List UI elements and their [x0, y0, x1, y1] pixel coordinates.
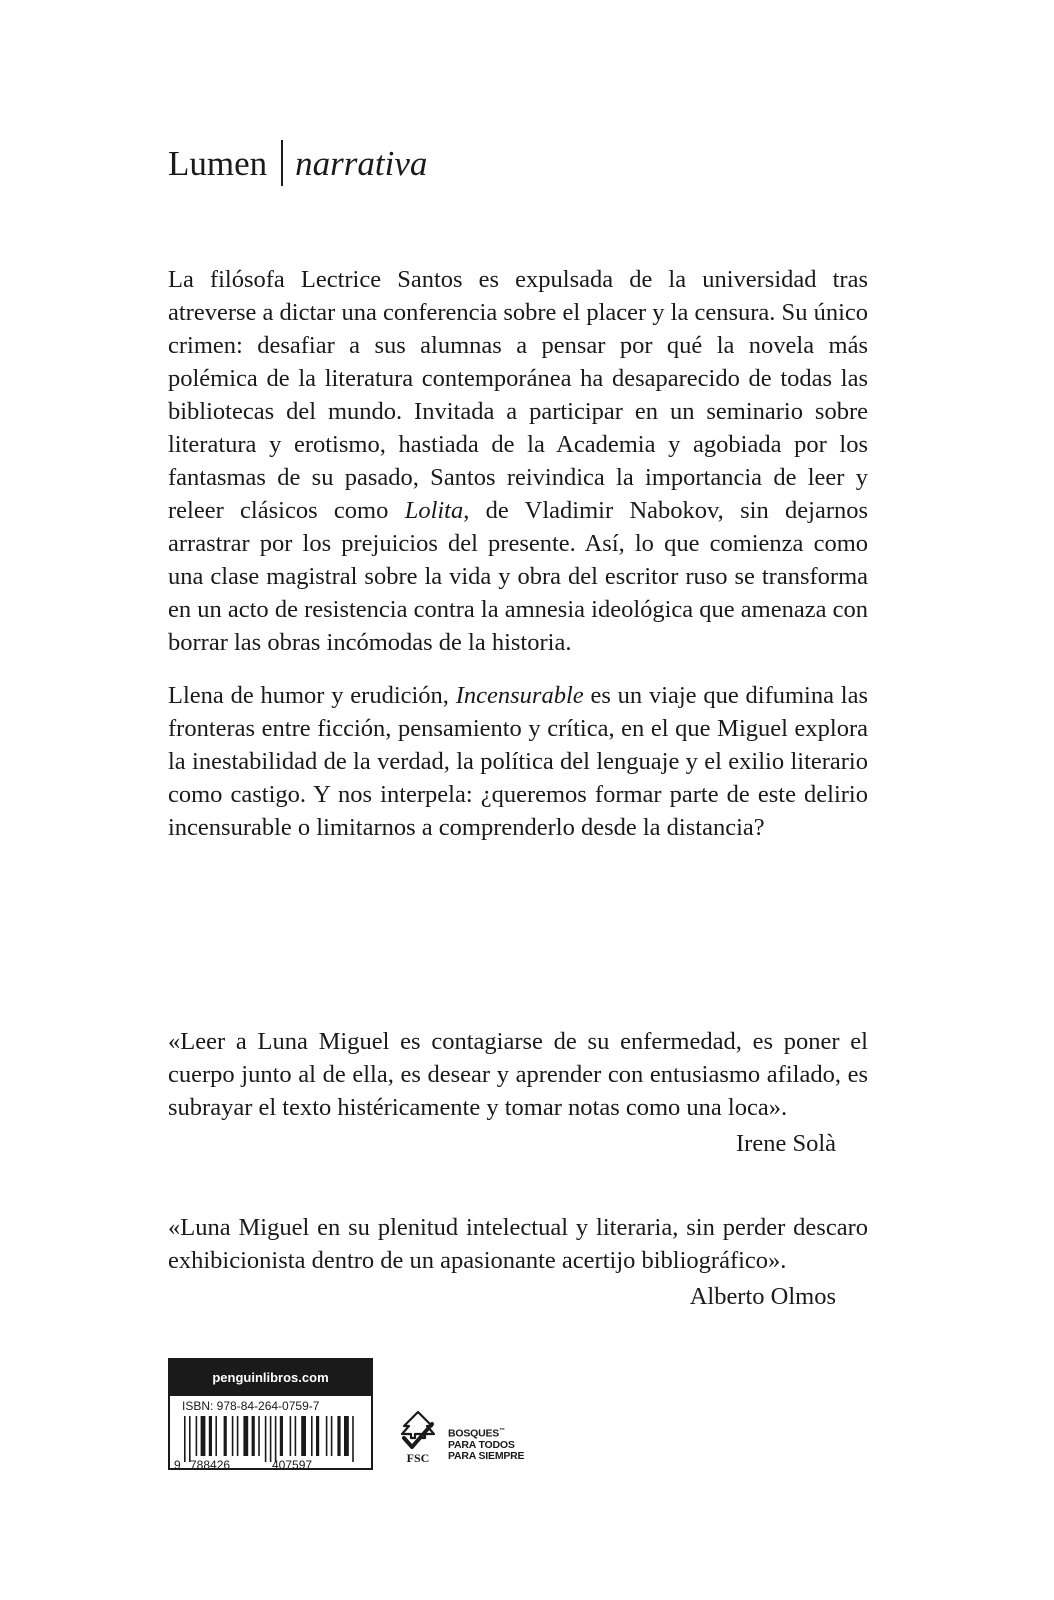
imprint-name: Lumen [168, 143, 268, 183]
synopsis-p1-book-title: Lolita [404, 497, 464, 524]
fsc-label: FSC [406, 1451, 430, 1465]
barcode-bar [280, 1416, 283, 1456]
barcode-icon [174, 1416, 369, 1470]
barcode-bar [337, 1416, 340, 1456]
barcode-bar [201, 1416, 206, 1456]
barcode-bar [290, 1416, 292, 1456]
header-divider [281, 140, 283, 186]
fsc-certification [398, 1410, 524, 1466]
collection-name: narrativa [295, 143, 428, 183]
synopsis-p2-text-a: Llena de humor y erudición, [168, 682, 456, 709]
barcode-bar [215, 1416, 217, 1456]
quote-author: Alberto Olmos [689, 1283, 836, 1310]
synopsis-p1-text-b: , de Vladimir Nabokov, sin dejarnos arrastrar por los prejuicios del presente. Así, lo que comienza como una clase magistral sobre la vida y obra del escritor ruso se transforma en un acto de resistencia contra la amnesia ideológica que amenaza con borrar las obras incómodas de la historia. [168, 497, 869, 656]
barcode-bar [237, 1416, 239, 1456]
synopsis-paragraph-1 [168, 263, 868, 659]
imprint-header [168, 140, 427, 186]
synopsis-p2-book-title: Incensurable [455, 682, 584, 709]
slogan-line-1: BOSQUES [448, 1427, 500, 1440]
barcode-digit-first: 9 [174, 1458, 181, 1470]
fsc-slogan [448, 1426, 524, 1462]
barcode-bar [209, 1416, 212, 1456]
barcode-bar [295, 1416, 297, 1456]
synopsis [168, 263, 868, 844]
barcode-bar [316, 1416, 319, 1456]
barcode-bar [311, 1416, 313, 1456]
barcode-bar [224, 1416, 227, 1456]
publisher-website: penguinlibros.com [170, 1360, 371, 1396]
quote-text: «Luna Miguel en su plenitud intelectual y literaria, sin perder descaro exhibicionista dentro de un apasionante acertijo bibliográfico». [168, 1214, 868, 1274]
barcode-bar [252, 1416, 255, 1456]
barcode-bar [189, 1416, 191, 1462]
barcode-bar [270, 1416, 272, 1462]
fsc-logo [398, 1410, 438, 1466]
barcode-digits-group-1: 788426 [190, 1458, 231, 1470]
isbn-number: ISBN: 978-84-264-0759-7 [182, 1399, 320, 1413]
barcode-bar [232, 1416, 234, 1456]
fsc-tree-check-icon [398, 1410, 438, 1452]
barcode-bar [243, 1416, 248, 1456]
slogan-tm: ™ [499, 1428, 505, 1434]
barcode-block [168, 1358, 373, 1470]
barcode-bar [184, 1416, 186, 1462]
barcode-bar [344, 1416, 349, 1456]
synopsis-p2-text-b: es un viaje que difumina las fronteras entre ficción, pensamiento y crítica, en el que Miguel explora la inestabilidad de la verdad, la política del lenguaje y el exilio literario como castigo. Y nos interpela: ¿queremos formar parte de este delirio incensurable o limitarnos a comprenderlo desde la distancia? [168, 682, 868, 841]
slogan-line-3: PARA SIEMPRE [448, 1449, 525, 1462]
quote-author: Irene Solà [736, 1130, 836, 1157]
barcode-bar [275, 1416, 277, 1462]
synopsis-p1-text-a: La filósofa Lectrice Santos es expulsada de la universidad tras atreverse a dictar una conferencia sobre el placer y la censura. Su único crimen: desafiar a sus alumnas a pensar por qué la novela más polémica de la literatura contemporánea ha desaparecido de todas las bibliotecas del mundo. Invitada a participar en un seminario sobre literatura y erotismo, hastiada de la Academia y agobiada por los fantasmas de su pasado, Santos reivindica la importancia de leer y releer clásicos como [168, 266, 868, 524]
blurb-quote-2 [168, 1211, 868, 1313]
barcode-bar [258, 1416, 260, 1456]
barcode-digits-group-2: 407597 [272, 1458, 313, 1470]
quote-text: «Leer a Luna Miguel es contagiarse de su enfermedad, es poner el cuerpo junto al de ella, es desear y aprender con entusiasmo afilado, es subrayar el texto histéricamente y tomar notas como una loca». [168, 1028, 868, 1121]
synopsis-paragraph-2 [168, 679, 868, 844]
blurb-quote-1 [168, 1025, 868, 1160]
barcode-bar [301, 1416, 306, 1456]
barcode-bar [331, 1416, 333, 1456]
barcode-bar [326, 1416, 328, 1456]
barcode-bar [265, 1416, 267, 1462]
barcode-bar [352, 1416, 354, 1462]
slogan-line-2: PARA TODOS [448, 1438, 515, 1451]
barcode-bar [196, 1416, 198, 1456]
